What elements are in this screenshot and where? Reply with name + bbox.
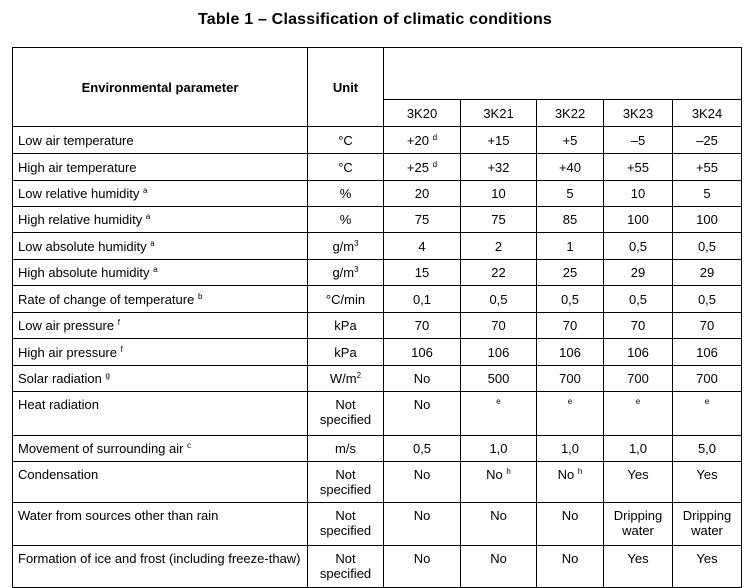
parameter-cell <box>13 127 308 154</box>
footnote-mark: a <box>153 265 158 274</box>
unit-exponent: 2 <box>356 371 362 380</box>
cell-value: 2 <box>494 238 503 254</box>
parameter-cell <box>13 546 308 588</box>
cell-value: No <box>413 397 431 412</box>
value-cell-3k24 <box>673 127 742 154</box>
value-cell-3k21 <box>461 546 537 588</box>
footnote-mark: b <box>197 291 203 301</box>
footnote-mark: e <box>704 397 710 406</box>
cell-value: 1 <box>566 238 574 254</box>
value-cell-3k20 <box>384 286 461 313</box>
cell-value: 106 <box>627 344 649 360</box>
parameter-cell <box>13 462 308 503</box>
cell-value: +55 <box>695 159 719 175</box>
value-cell-3k20 <box>384 503 461 546</box>
value-cell-3k20 <box>384 207 461 233</box>
cell-value: 0,5 <box>628 291 648 307</box>
value-cell-3k22 <box>537 127 604 154</box>
cell-value: +5 <box>562 132 578 148</box>
table-row <box>13 233 742 260</box>
value-cell-3k24 <box>673 154 742 181</box>
value-cell-3k20 <box>384 339 461 366</box>
cell-value: 75 <box>491 212 506 227</box>
footnote-mark: e <box>496 397 501 406</box>
value-cell-3k21 <box>461 436 537 462</box>
parameter-label: High absolute humidity <box>18 265 150 280</box>
value-cell-3k22 <box>537 260 604 286</box>
cell-value: 15 <box>414 265 430 280</box>
value-cell-3k23 <box>604 207 673 233</box>
unit-cell <box>308 154 384 181</box>
parameter-cell <box>13 207 308 233</box>
unit-label: kPa <box>334 344 357 360</box>
unit-cell <box>308 366 384 392</box>
unit-exponent: 3 <box>354 265 359 274</box>
unit-cell <box>308 546 384 588</box>
value-cell-3k20 <box>384 260 461 286</box>
value-cell-3k20 <box>384 313 461 339</box>
unit-label: Not specified <box>319 467 372 497</box>
unit-cell <box>308 339 384 366</box>
value-cell-3k20 <box>384 181 461 207</box>
parameter-label: Rate of change of temperature <box>18 291 195 307</box>
cell-value: Yes <box>627 467 649 482</box>
parameter-label: Low air temperature <box>18 132 134 148</box>
parameter-label: Low air pressure <box>18 318 115 333</box>
cell-value: 106 <box>411 344 433 360</box>
cell-value: 700 <box>627 371 649 386</box>
value-cell-3k24 <box>673 339 742 366</box>
table-row <box>13 436 742 462</box>
value-cell-3k22 <box>537 392 604 436</box>
table-row <box>13 154 742 181</box>
cell-value: +25 <box>406 159 429 175</box>
cell-value: Yes <box>696 467 718 482</box>
cell-value: –5 <box>630 132 646 148</box>
value-cell-3k21 <box>461 339 537 366</box>
header-class-3k20: 3K20 <box>384 100 461 127</box>
cell-value: 10 <box>491 186 506 201</box>
cell-value: 0,5 <box>697 238 717 254</box>
parameter-label: Heat radiation <box>18 397 99 412</box>
cell-value: 29 <box>699 265 715 280</box>
footnote-mark: d <box>432 132 438 142</box>
footnote-mark: d <box>432 159 438 169</box>
cell-value: +32 <box>487 159 510 175</box>
parameter-cell <box>13 313 308 339</box>
cell-value: No <box>557 467 575 482</box>
value-cell-3k22 <box>537 436 604 462</box>
parameter-cell <box>13 154 308 181</box>
footnote-mark: f <box>120 344 123 354</box>
unit-label: kPa <box>334 318 357 333</box>
cell-value: No <box>490 551 507 566</box>
parameter-cell <box>13 339 308 366</box>
footnote-mark: h <box>577 467 583 476</box>
footnote-mark: g <box>105 371 110 380</box>
parameter-cell <box>13 286 308 313</box>
parameter-cell <box>13 366 308 392</box>
table-row <box>13 339 742 366</box>
cell-value: +55 <box>626 159 650 175</box>
unit-cell <box>308 313 384 339</box>
unit-cell <box>308 286 384 313</box>
cell-value: 10 <box>630 186 646 201</box>
value-cell-3k23 <box>604 127 673 154</box>
value-cell-3k23 <box>604 503 673 546</box>
cell-value: 5,0 <box>697 441 717 456</box>
unit-label: % <box>339 186 352 201</box>
value-cell-3k23 <box>604 154 673 181</box>
unit-label: °C/min <box>325 291 366 307</box>
cell-value: Yes <box>696 551 718 566</box>
header-class-3k23: 3K23 <box>604 100 673 127</box>
unit-label: m/s <box>335 441 356 456</box>
value-cell-3k22 <box>537 233 604 260</box>
unit-cell <box>308 127 384 154</box>
value-cell-3k23 <box>604 366 673 392</box>
value-cell-3k23 <box>604 233 673 260</box>
value-cell-3k20 <box>384 233 461 260</box>
value-cell-3k24 <box>673 313 742 339</box>
unit-label: g/m <box>332 265 355 280</box>
value-cell-3k21 <box>461 233 537 260</box>
parameter-label: Formation of ice and frost (including freeze-thaw) <box>18 551 301 566</box>
parameter-cell <box>13 260 308 286</box>
unit-label: Not specified <box>319 397 372 427</box>
cell-value: No <box>413 551 431 566</box>
cell-value: 85 <box>562 212 578 227</box>
unit-cell <box>308 462 384 503</box>
cell-value: 700 <box>559 371 581 386</box>
cell-value: 0,5 <box>628 238 648 254</box>
value-cell-3k21 <box>461 313 537 339</box>
value-cell-3k23 <box>604 392 673 436</box>
value-cell-3k21 <box>461 366 537 392</box>
value-cell-3k21 <box>461 260 537 286</box>
cell-value: 70 <box>414 318 430 333</box>
value-cell-3k22 <box>537 181 604 207</box>
unit-exponent: 3 <box>354 238 359 248</box>
value-cell-3k23 <box>604 181 673 207</box>
value-cell-3k20 <box>384 154 461 181</box>
cell-value: No <box>413 371 431 386</box>
cell-value: 106 <box>696 344 718 360</box>
footnote-mark: a <box>150 238 155 248</box>
cell-value: No <box>486 467 503 482</box>
value-cell-3k20 <box>384 392 461 436</box>
cell-value: 5 <box>703 186 711 201</box>
value-cell-3k21 <box>461 462 537 503</box>
parameter-label: Low relative humidity <box>18 186 140 201</box>
climatic-conditions-table <box>12 47 742 588</box>
cell-value: Yes <box>627 551 649 566</box>
value-cell-3k24 <box>673 233 742 260</box>
footnote-mark: a <box>143 186 148 195</box>
value-cell-3k23 <box>604 339 673 366</box>
parameter-cell <box>13 503 308 546</box>
cell-value: 106 <box>559 344 581 360</box>
cell-value: +20 <box>406 132 429 148</box>
value-cell-3k24 <box>673 366 742 392</box>
table-row <box>13 546 742 588</box>
parameter-cell <box>13 436 308 462</box>
value-cell-3k20 <box>384 462 461 503</box>
header-unit: Unit <box>308 48 384 127</box>
value-cell-3k24 <box>673 462 742 503</box>
cell-value: 70 <box>630 318 646 333</box>
cell-value: –25 <box>696 132 718 148</box>
value-cell-3k24 <box>673 546 742 588</box>
unit-cell <box>308 260 384 286</box>
footnote-mark: f <box>117 318 120 327</box>
table-body <box>13 127 742 588</box>
cell-value: +15 <box>487 132 510 148</box>
value-cell-3k23 <box>604 286 673 313</box>
table-row <box>13 181 742 207</box>
cell-value: 1,0 <box>489 441 508 456</box>
cell-value: 0,5 <box>560 291 580 307</box>
footnote-mark: c <box>187 441 192 450</box>
parameter-label: Condensation <box>18 467 99 482</box>
parameter-label: Water from sources other than rain <box>18 508 219 523</box>
table-row <box>13 286 742 313</box>
cell-value: 1,0 <box>560 441 580 456</box>
cell-value: 29 <box>630 265 646 280</box>
value-cell-3k23 <box>604 313 673 339</box>
unit-label: Not specified <box>319 508 372 538</box>
unit-cell <box>308 436 384 462</box>
cell-value: No <box>413 467 431 482</box>
footnote-mark: a <box>145 212 151 221</box>
header-class-3k24: 3K24 <box>673 100 742 127</box>
value-cell-3k21 <box>461 127 537 154</box>
parameter-cell <box>13 181 308 207</box>
value-cell-3k22 <box>537 503 604 546</box>
value-cell-3k22 <box>537 546 604 588</box>
parameter-label: Solar radiation <box>18 371 102 386</box>
table-row <box>13 366 742 392</box>
cell-value: 0,5 <box>412 441 432 456</box>
header-class-3k22: 3K22 <box>537 100 604 127</box>
value-cell-3k23 <box>604 260 673 286</box>
value-cell-3k24 <box>673 260 742 286</box>
unit-label: W/m <box>329 371 357 386</box>
value-cell-3k21 <box>461 181 537 207</box>
cell-value: 106 <box>487 344 510 360</box>
table-row <box>13 392 742 436</box>
parameter-label: High air pressure <box>18 344 117 360</box>
value-cell-3k22 <box>537 207 604 233</box>
footnote-mark: h <box>506 467 511 476</box>
cell-value: 5 <box>566 186 574 201</box>
unit-label: Not specified <box>319 551 372 581</box>
cell-value: 4 <box>418 238 426 254</box>
value-cell-3k21 <box>461 392 537 436</box>
value-cell-3k24 <box>673 207 742 233</box>
unit-label: % <box>339 212 352 227</box>
value-cell-3k21 <box>461 286 537 313</box>
cell-value: 0,5 <box>489 291 508 307</box>
table-row <box>13 313 742 339</box>
unit-cell <box>308 207 384 233</box>
value-cell-3k22 <box>537 154 604 181</box>
value-cell-3k24 <box>673 436 742 462</box>
value-cell-3k23 <box>604 546 673 588</box>
footnote-mark: e <box>567 397 573 406</box>
cell-value: Dripping water <box>613 508 663 538</box>
unit-cell <box>308 233 384 260</box>
cell-value: 22 <box>491 265 506 280</box>
unit-cell <box>308 392 384 436</box>
cell-value: Dripping water <box>682 508 732 538</box>
parameter-cell <box>13 233 308 260</box>
header-parameter: Environmental parameter <box>13 48 308 127</box>
cell-value: 700 <box>696 371 718 386</box>
unit-label: g/m <box>332 238 355 254</box>
header-classes-group <box>384 48 742 100</box>
value-cell-3k23 <box>604 462 673 503</box>
cell-value: 75 <box>414 212 430 227</box>
value-cell-3k22 <box>537 286 604 313</box>
cell-value: 500 <box>487 371 510 386</box>
cell-value: 70 <box>699 318 715 333</box>
table-row <box>13 462 742 503</box>
unit-label: °C <box>338 132 353 148</box>
cell-value: No <box>561 551 579 566</box>
value-cell-3k20 <box>384 127 461 154</box>
value-cell-3k22 <box>537 366 604 392</box>
value-cell-3k24 <box>673 392 742 436</box>
parameter-label: Movement of surrounding air <box>18 441 184 456</box>
unit-cell <box>308 181 384 207</box>
parameter-label: Low absolute humidity <box>18 238 147 254</box>
value-cell-3k23 <box>604 436 673 462</box>
value-cell-3k22 <box>537 462 604 503</box>
parameter-label: High air temperature <box>18 159 137 175</box>
unit-label: °C <box>338 159 353 175</box>
cell-value: 70 <box>562 318 578 333</box>
value-cell-3k21 <box>461 207 537 233</box>
header-class-3k21: 3K21 <box>461 100 537 127</box>
table-row <box>13 260 742 286</box>
cell-value: 100 <box>696 212 718 227</box>
cell-value: No <box>413 508 431 523</box>
value-cell-3k21 <box>461 154 537 181</box>
table-row <box>13 503 742 546</box>
footnote-mark: e <box>635 397 641 406</box>
parameter-cell <box>13 392 308 436</box>
value-cell-3k22 <box>537 339 604 366</box>
value-cell-3k20 <box>384 436 461 462</box>
cell-value: No <box>561 508 579 523</box>
value-cell-3k22 <box>537 313 604 339</box>
unit-cell <box>308 503 384 546</box>
table-row <box>13 207 742 233</box>
value-cell-3k24 <box>673 181 742 207</box>
cell-value: 0,1 <box>412 291 432 307</box>
cell-value: +40 <box>558 159 582 175</box>
cell-value: 20 <box>414 186 430 201</box>
cell-value: 100 <box>627 212 649 227</box>
value-cell-3k20 <box>384 366 461 392</box>
value-cell-3k20 <box>384 546 461 588</box>
table-row <box>13 127 742 154</box>
value-cell-3k24 <box>673 503 742 546</box>
cell-value: 0,5 <box>697 291 717 307</box>
cell-value: No <box>490 508 507 523</box>
value-cell-3k21 <box>461 503 537 546</box>
parameter-label: High relative humidity <box>18 212 143 227</box>
cell-value: 25 <box>562 265 578 280</box>
cell-value: 70 <box>491 318 506 333</box>
cell-value: 1,0 <box>628 441 648 456</box>
table-title: Table 1 – Classification of climatic conditions <box>197 11 553 28</box>
value-cell-3k24 <box>673 286 742 313</box>
